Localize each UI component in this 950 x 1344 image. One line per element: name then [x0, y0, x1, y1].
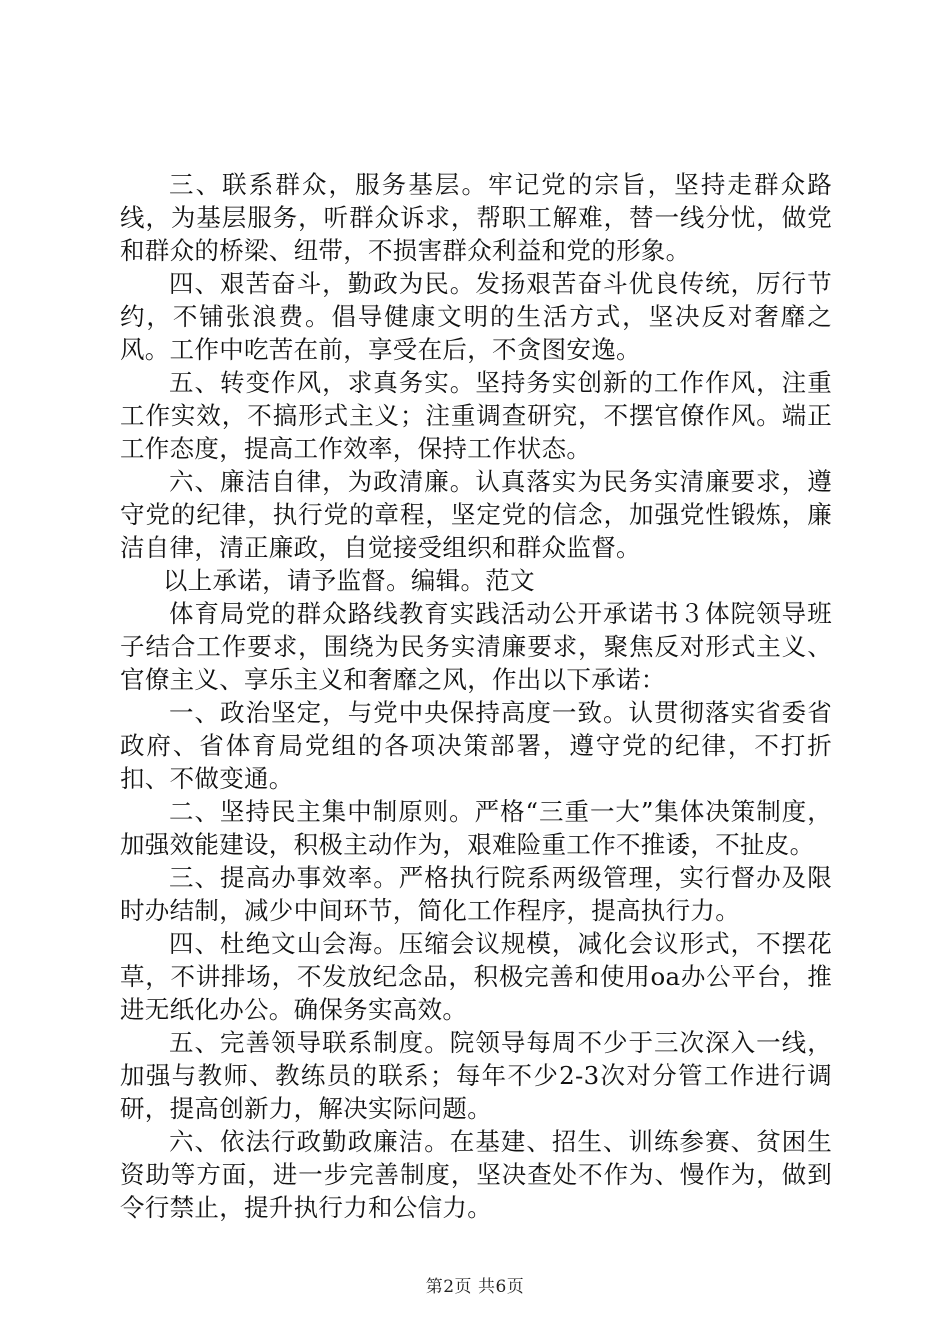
paragraph-commitment-5: 五、转变作风，求真务实。坚持务实创新的工作作风，注重工作实效，不搞形式主义；注重调查研究，不摆官僚作风。端正工作态度，提高工作效率，保持工作状态。 [120, 368, 832, 463]
paragraph-commitment-3: 三、联系群众，服务基层。牢记党的宗旨，坚持走群众路线，为基层服务，听群众诉求，帮职工解难，替一线分忧，做党和群众的桥梁、纽带，不损害群众利益和党的形象。 [120, 170, 832, 265]
paragraph-commitment-6: 六、廉洁自律，为政清廉。认真落实为民务实清廉要求，遵守党的纪律，执行党的章程，坚定党的信念，加强党性锻炼，廉洁自律，清正廉政，自觉接受组织和群众监督。 [120, 467, 832, 562]
paragraph-intro: 体育局党的群众路线教育实践活动公开承诺书３体院领导班子结合工作要求，围绕为民务实清廉要求，聚焦反对形式主义、官僚主义、享乐主义和奢靡之风，作出以下承诺： [120, 599, 832, 694]
paragraph-item-4: 四、杜绝文山会海。压缩会议规模，减化会议形式，不摆花草，不讲排场，不发放纪念品，积极完善和使用oa办公平台，推进无纸化办公。确保务实高效。 [120, 929, 832, 1024]
paragraph-item-5: 五、完善领导联系制度。院领导每周不少于三次深入一线，加强与教师、教练员的联系；每年不少2-3次对分管工作进行调研，提高创新力，解决实际问题。 [120, 1028, 832, 1123]
paragraph-item-3: 三、提高办事效率。严格执行院系两级管理，实行督办及限时办结制，减少中间环节，简化工作程序，提高执行力。 [120, 863, 832, 925]
paragraph-closing: 以上承诺，请予监督。编辑。范文 [162, 566, 535, 595]
paragraph-item-6: 六、依法行政勤政廉洁。在基建、招生、训练参赛、贫困生资助等方面，进一步完善制度，坚决查处不作为、慢作为，做到令行禁止，提升执行力和公信力。 [120, 1127, 832, 1222]
paragraph-commitment-4: 四、艰苦奋斗，勤政为民。发扬艰苦奋斗优良传统，厉行节约，不铺张浪费。倡导健康文明的生活方式，坚决反对奢靡之风。工作中吃苦在前，享受在后，不贪图安逸。 [120, 269, 832, 364]
paragraph-item-2: 二、坚持民主集中制原则。严格“三重一大”集体决策制度，加强效能建设，积极主动作为，艰难险重工作不推诿，不扯皮。 [120, 797, 832, 859]
page-number-footer: 第2页 共6页 [425, 1277, 525, 1297]
document-body [120, 168, 832, 1224]
paragraph-item-1: 一、政治坚定，与党中央保持高度一致。认贯彻落实省委省政府、省体育局党组的各项决策部署，遵守党的纪律，不打折扣、不做变通。 [120, 698, 832, 793]
